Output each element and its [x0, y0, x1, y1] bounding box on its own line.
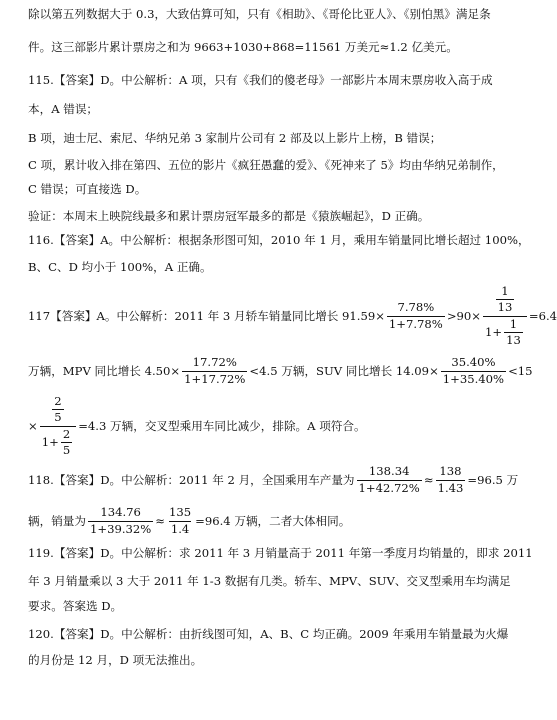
answer-116-line — [28, 232, 530, 248]
fraction — [167, 506, 193, 536]
fraction — [441, 356, 506, 386]
fraction — [387, 301, 445, 331]
text-line — [28, 573, 511, 589]
fraction-denominator: 1+35.40% — [442, 371, 505, 386]
text-line — [28, 181, 146, 197]
text-line — [28, 598, 122, 614]
fraction-numerator: 2 — [54, 393, 62, 408]
paragraph-text: =6.4 — [528, 309, 557, 323]
paragraph-text: =96.4 万辆，二者大体相同。 — [195, 514, 351, 528]
answer-118-line — [28, 460, 518, 500]
paragraph-text: 117【答案】A。中公解析：2011 年 3 月轿车销量同比增长 91.59× — [28, 309, 385, 323]
fraction — [504, 318, 523, 348]
paragraph-text: >90× — [446, 309, 482, 323]
fraction-denominator: 1.4 — [170, 521, 190, 536]
fraction-numerator: 7.78% — [397, 300, 435, 315]
fraction-numerator: 138 — [439, 464, 462, 479]
fraction — [88, 506, 153, 536]
paragraph-text: 辆，销量为 — [28, 514, 86, 528]
paragraph-text: 1+ — [485, 324, 503, 339]
text-line — [28, 157, 504, 173]
fraction-denominator: 1+39.32% — [89, 521, 152, 536]
fraction-numerator: 35.40% — [451, 355, 496, 370]
paragraph-text: 118.【答案】D。中公解析：2011 年 2 月，全国乘用车产量为 — [28, 473, 355, 487]
text-line — [28, 392, 366, 460]
text-line — [28, 101, 98, 117]
answer-115-line — [28, 72, 493, 88]
fraction-denominator — [40, 426, 76, 458]
fraction-numerator — [492, 285, 519, 316]
fraction-numerator: 1 — [501, 283, 509, 298]
paragraph-text: ≈ — [155, 514, 166, 528]
text-line — [28, 259, 212, 275]
compound-fraction — [40, 395, 76, 457]
paragraph-text: =96.5 万 — [467, 473, 519, 487]
paragraph-text: 的月份是 12 月，D 项无法推出。 — [28, 653, 203, 667]
fraction-numerator: 2 — [62, 426, 71, 441]
fraction — [182, 356, 247, 386]
fraction — [436, 465, 466, 495]
fraction-numerator: 135 — [169, 505, 192, 520]
fraction-numerator — [48, 395, 67, 426]
text-line — [28, 652, 202, 668]
paragraph-text: 除以第五列数据大于 0.3，大致估算可知，只有《相助》、《哥伦比亚人》、《别怕黑》满足条 — [28, 7, 491, 21]
paragraph-text: 万辆，MPV 同比增长 4.50× — [28, 364, 181, 378]
text-line — [28, 208, 429, 224]
fraction-denominator: 5 — [62, 442, 71, 457]
fraction-denominator: 1+42.72% — [358, 480, 420, 495]
answer-117-line — [28, 282, 557, 350]
fraction-numerator: 17.72% — [192, 355, 237, 370]
paragraph-text: C 错误；可直接选 D。 — [28, 182, 147, 196]
text-line — [28, 39, 458, 55]
paragraph-text: 验证：本周末上映院线最多和累计票房冠军最多的都是《猿族崛起》，D 正确。 — [28, 209, 430, 223]
paragraph-text: B 项，迪士尼、索尼、华纳兄弟 3 家制片公司有 2 部及以上影片上榜，B 错误； — [28, 131, 442, 145]
text-line — [28, 6, 491, 22]
paragraph-text: B、C、D 均小于 100%，A 正确。 — [28, 260, 212, 274]
fraction-numerator: 1 — [509, 316, 518, 331]
paragraph-text: <15 — [508, 364, 533, 378]
text-line — [28, 500, 350, 542]
fraction — [357, 465, 422, 495]
paragraph-text: 120.【答案】D。中公解析：由折线图可知，A、B、C 均正确。2009 年乘用车销量最为火爆 — [28, 627, 509, 641]
fraction-denominator: 1+7.78% — [388, 316, 443, 331]
answer-119-line — [28, 545, 533, 561]
compound-fraction — [483, 285, 527, 347]
paragraph-text: <4.5 万辆，SUV 同比增长 14.09× — [249, 364, 439, 378]
fraction-numerator: 138.34 — [368, 464, 410, 479]
fraction-numerator: 134.76 — [100, 505, 141, 520]
text-line — [28, 130, 441, 146]
fraction-denominator: 13 — [506, 332, 521, 347]
fraction-denominator: 13 — [497, 300, 513, 315]
paragraph-text: × — [28, 419, 38, 433]
answer-120-line — [28, 626, 508, 642]
fraction-denominator: 5 — [54, 410, 62, 425]
fraction — [61, 428, 72, 458]
paragraph-text: 1+ — [41, 434, 59, 449]
paragraph-text: 件。这三部影片累计票房之和为 9663+1030+868=11561 万美元≈1.2 亿美元。 — [28, 40, 458, 54]
paragraph-text: 116.【答案】A。中公解析：根据条形图可知，2010 年 1 月，乘用车销量同比增长超过 100%， — [28, 233, 530, 247]
paragraph-text: =4.3 万辆，交叉型乘用车同比减少，排除。A 项符合。 — [78, 419, 366, 433]
paragraph-text: 115.【答案】D。中公解析：A 项，只有《我们的傻老母》一部影片本周末票房收入高于成 — [28, 73, 493, 87]
fraction-denominator — [483, 316, 527, 348]
paragraph-text: 119.【答案】D。中公解析：求 2011 年 3 月销量高于 2011 年第一季度月均销量的，即求 2011 — [28, 546, 533, 560]
paragraph-text: ≈ — [423, 473, 434, 487]
fraction — [52, 395, 63, 425]
paragraph-text: 本，A 错误； — [28, 102, 99, 116]
text-line — [28, 350, 533, 392]
fraction — [496, 285, 515, 315]
paragraph-text: 年 3 月销量乘以 3 大于 2011 年 1-3 数据有几类。轿车、MPV、SUV、交叉型乘用车均满足 — [28, 574, 511, 588]
paragraph-text: 要求。答案选 D。 — [28, 599, 123, 613]
fraction-denominator: 1+17.72% — [184, 371, 246, 386]
fraction-denominator: 1.43 — [437, 480, 464, 495]
paragraph-text: C 项，累计收入排在第四、五位的影片《疯狂愚蠢的爱》、《死神来了 5》均由华纳兄弟制作， — [28, 158, 504, 172]
